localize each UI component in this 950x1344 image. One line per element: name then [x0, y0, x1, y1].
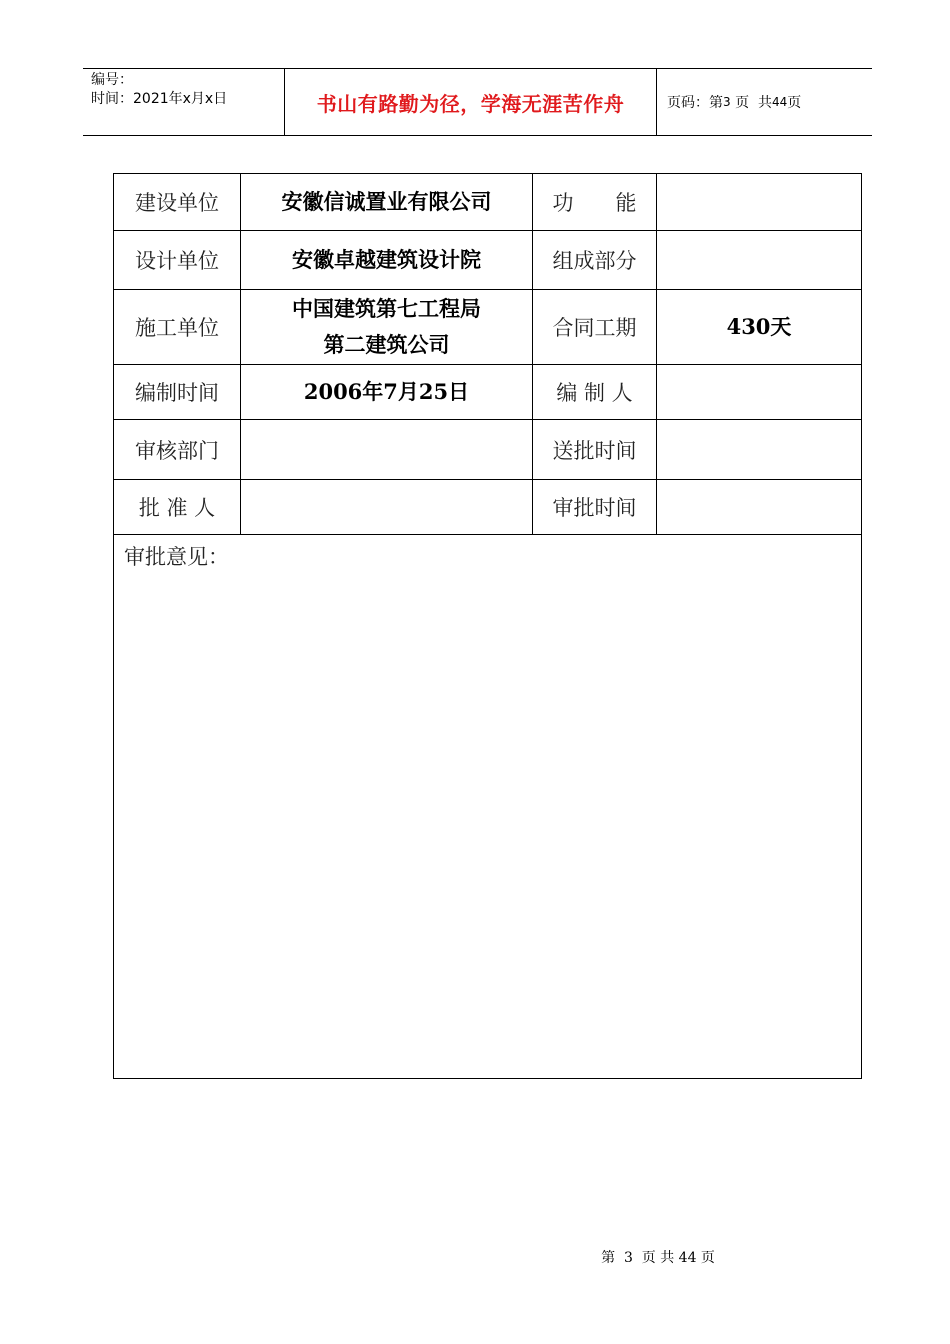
label-builder-unit: 施工单位: [114, 290, 241, 365]
table-row: [114, 290, 862, 365]
label-submit-time: 送批时间: [533, 420, 657, 480]
value-components[interactable]: [657, 231, 862, 290]
label-components: 组成部分: [533, 231, 657, 290]
page-footer: 第 3 页 共 44 页: [601, 1250, 715, 1266]
page-current: 3: [723, 95, 731, 109]
value-approver[interactable]: [241, 480, 533, 535]
table-row: [114, 231, 862, 290]
value-function[interactable]: [657, 174, 862, 231]
label-contract-period: 合同工期: [533, 290, 657, 365]
page-mid: 页 共: [735, 95, 772, 111]
table-row: [114, 480, 862, 535]
label-function: 功 能: [533, 174, 657, 231]
header-motto: 书山有路勤为径，学海无涯苦作舟: [284, 69, 657, 135]
page-end: 页: [787, 95, 802, 111]
value-compiler[interactable]: [657, 365, 862, 420]
value-builder-unit[interactable]: [241, 290, 533, 365]
approval-opinion-area[interactable]: [114, 535, 862, 1079]
header-page-info: [657, 69, 872, 135]
label-review-dept: 审核部门: [114, 420, 241, 480]
value-compile-time[interactable]: 2006年7月25日: [241, 365, 533, 420]
approval-opinion-label: 审批意见：: [124, 545, 229, 569]
time-label: 时间：2021年x月x日: [91, 91, 228, 107]
builder-unit-line1: 中国建筑第七工程局: [292, 296, 481, 321]
value-approval-time[interactable]: [657, 480, 862, 535]
value-design-unit[interactable]: 安徽卓越建筑设计院: [241, 231, 533, 290]
header-meta: [83, 69, 284, 135]
number-label: 编号：: [91, 72, 133, 88]
builder-unit-line2: 第二建筑公司: [323, 332, 450, 357]
page-header: [83, 68, 872, 136]
table-row: [114, 535, 862, 1079]
label-approver: 批 准 人: [114, 480, 241, 535]
value-submit-time[interactable]: [657, 420, 862, 480]
table-row: [114, 365, 862, 420]
page-label: 页码：第: [667, 95, 723, 111]
table-row: [114, 174, 862, 231]
value-review-dept[interactable]: [241, 420, 533, 480]
label-design-unit: 设计单位: [114, 231, 241, 290]
value-contract-period[interactable]: 430天: [657, 290, 862, 365]
approval-form-table: [113, 173, 862, 1079]
label-approval-time: 审批时间: [533, 480, 657, 535]
label-compile-time: 编制时间: [114, 365, 241, 420]
label-construction-unit: 建设单位: [114, 174, 241, 231]
value-construction-unit[interactable]: 安徽信诚置业有限公司: [241, 174, 533, 231]
table-row: [114, 420, 862, 480]
page-total: 44: [772, 95, 788, 109]
label-compiler: 编 制 人: [533, 365, 657, 420]
